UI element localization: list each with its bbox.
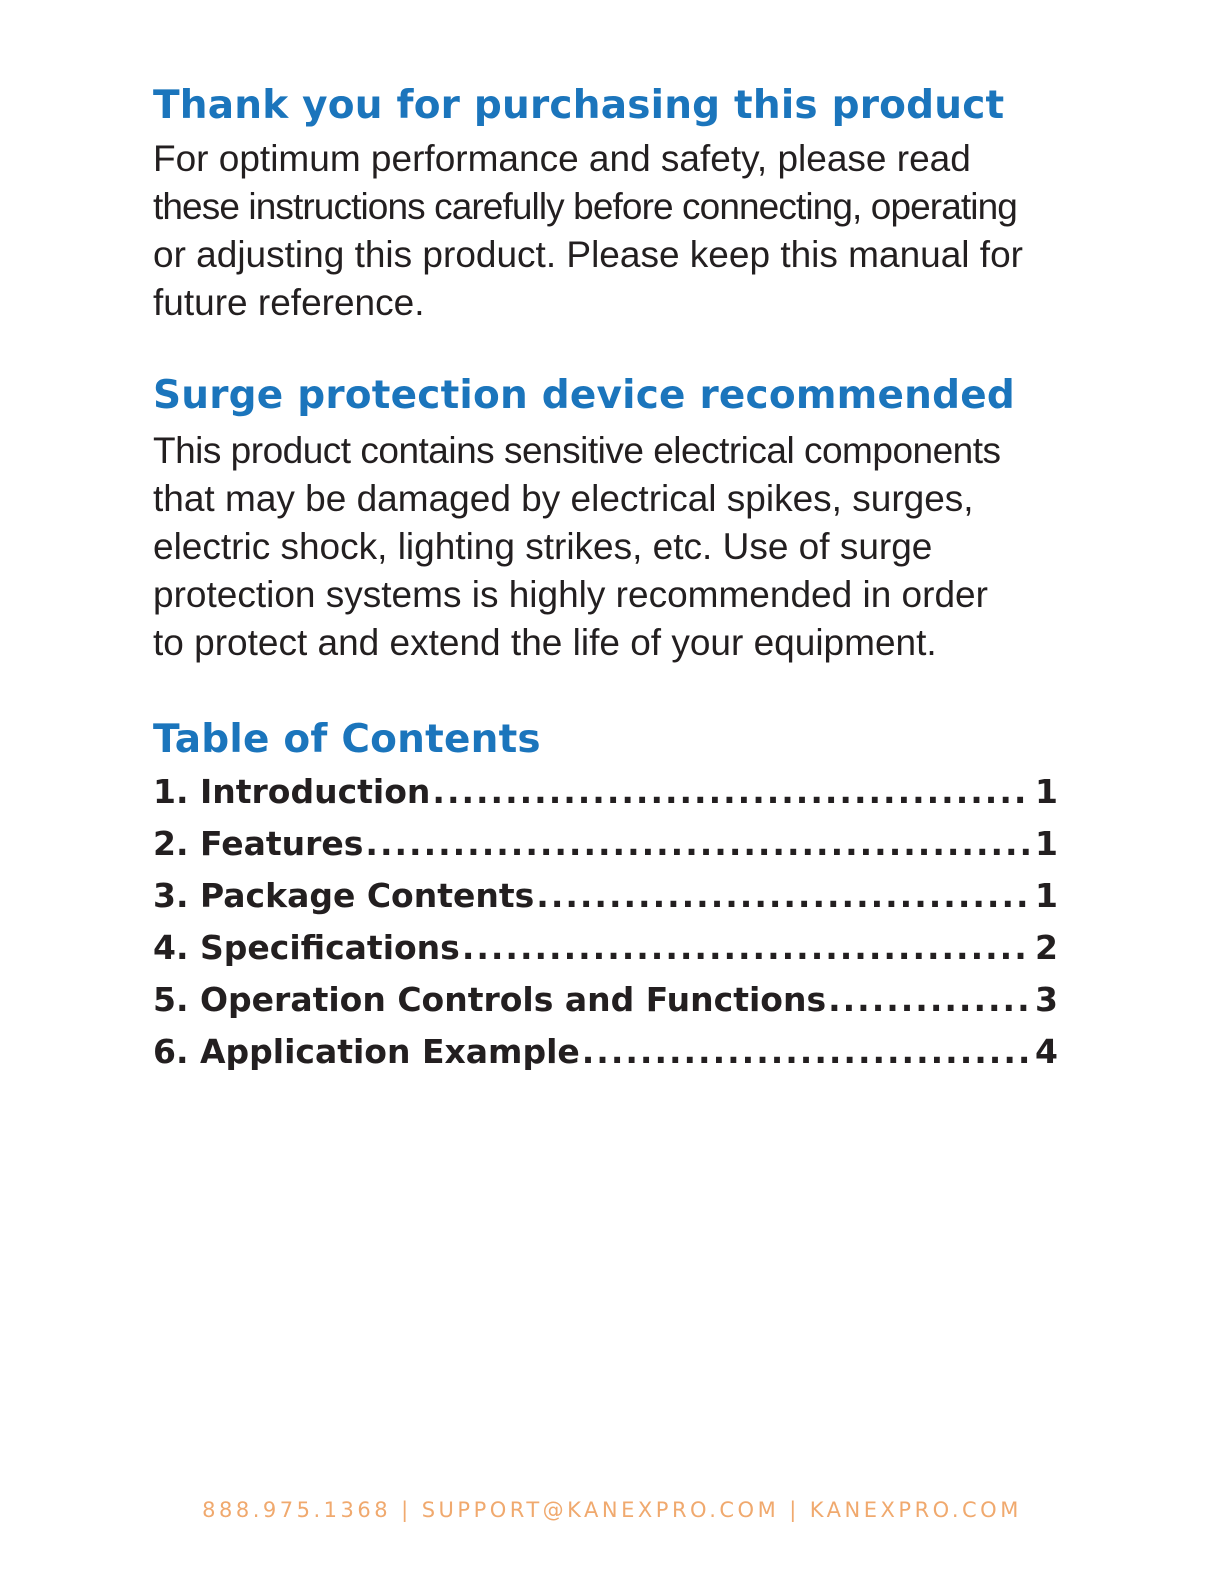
thanks-heading: Thank you for purchasing this product bbox=[153, 83, 1005, 128]
footer-website[interactable]: KANEXPRO.COM bbox=[809, 1498, 1022, 1522]
toc-entry-package-contents[interactable] bbox=[153, 876, 1058, 928]
toc-entry-page: 1 bbox=[1035, 772, 1058, 811]
toc-leader-dots bbox=[582, 1032, 1031, 1071]
surge-heading: Surge protection device recommended bbox=[153, 373, 1016, 418]
toc-entry-label: 5. Operation Controls and Functions bbox=[153, 980, 827, 1019]
toc-entry-label: 3. Package Contents bbox=[153, 876, 535, 915]
surge-line: that may be damaged by electrical spikes, surges, bbox=[153, 478, 974, 519]
toc-leader-dots bbox=[828, 980, 1031, 1019]
thanks-line: these instructions carefully before connecting, operating bbox=[153, 186, 1017, 227]
toc-entry-label: 6. Application Example bbox=[153, 1032, 580, 1071]
toc-heading: Table of Contents bbox=[153, 717, 541, 762]
toc-entry-introduction[interactable] bbox=[153, 772, 1058, 824]
toc-entry-operation-controls[interactable] bbox=[153, 980, 1058, 1032]
toc-leader-dots bbox=[432, 772, 1031, 811]
thanks-line: or adjusting this product. Please keep this manual for bbox=[153, 234, 1023, 275]
toc-entry-features[interactable] bbox=[153, 824, 1058, 876]
surge-line: protection systems is highly recommended in order bbox=[153, 574, 988, 615]
toc-entry-page: 3 bbox=[1035, 980, 1058, 1019]
table-of-contents bbox=[153, 772, 1058, 1084]
thanks-line: For optimum performance and safety, please read bbox=[153, 138, 971, 179]
toc-entry-page: 1 bbox=[1035, 824, 1058, 863]
footer-phone[interactable]: 888.975.1368 bbox=[202, 1498, 392, 1522]
surge-line: This product contains sensitive electrical components bbox=[153, 430, 1001, 471]
toc-entry-specifications[interactable] bbox=[153, 928, 1058, 980]
toc-entry-page: 4 bbox=[1035, 1032, 1058, 1071]
toc-entry-application-example[interactable] bbox=[153, 1032, 1058, 1084]
toc-entry-label: 2. Features bbox=[153, 824, 364, 863]
page-footer bbox=[0, 1498, 1224, 1522]
footer-separator: | bbox=[789, 1498, 800, 1522]
toc-leader-dots bbox=[536, 876, 1031, 915]
toc-leader-dots bbox=[365, 824, 1031, 863]
footer-separator: | bbox=[401, 1498, 412, 1522]
surge-line: electric shock, lighting strikes, etc. Use of surge bbox=[153, 526, 933, 567]
thanks-line: future reference. bbox=[153, 282, 425, 323]
toc-entry-label: 1. Introduction bbox=[153, 772, 431, 811]
surge-paragraph bbox=[153, 427, 1001, 667]
toc-leader-dots bbox=[462, 928, 1031, 967]
toc-entry-page: 2 bbox=[1035, 928, 1058, 967]
toc-entry-label: 4. Specifications bbox=[153, 928, 460, 967]
toc-entry-page: 1 bbox=[1035, 876, 1058, 915]
surge-line: to protect and extend the life of your equipment. bbox=[153, 622, 937, 663]
thanks-paragraph bbox=[153, 135, 1023, 327]
footer-email[interactable]: SUPPORT@KANEXPRO.COM bbox=[421, 1498, 780, 1522]
